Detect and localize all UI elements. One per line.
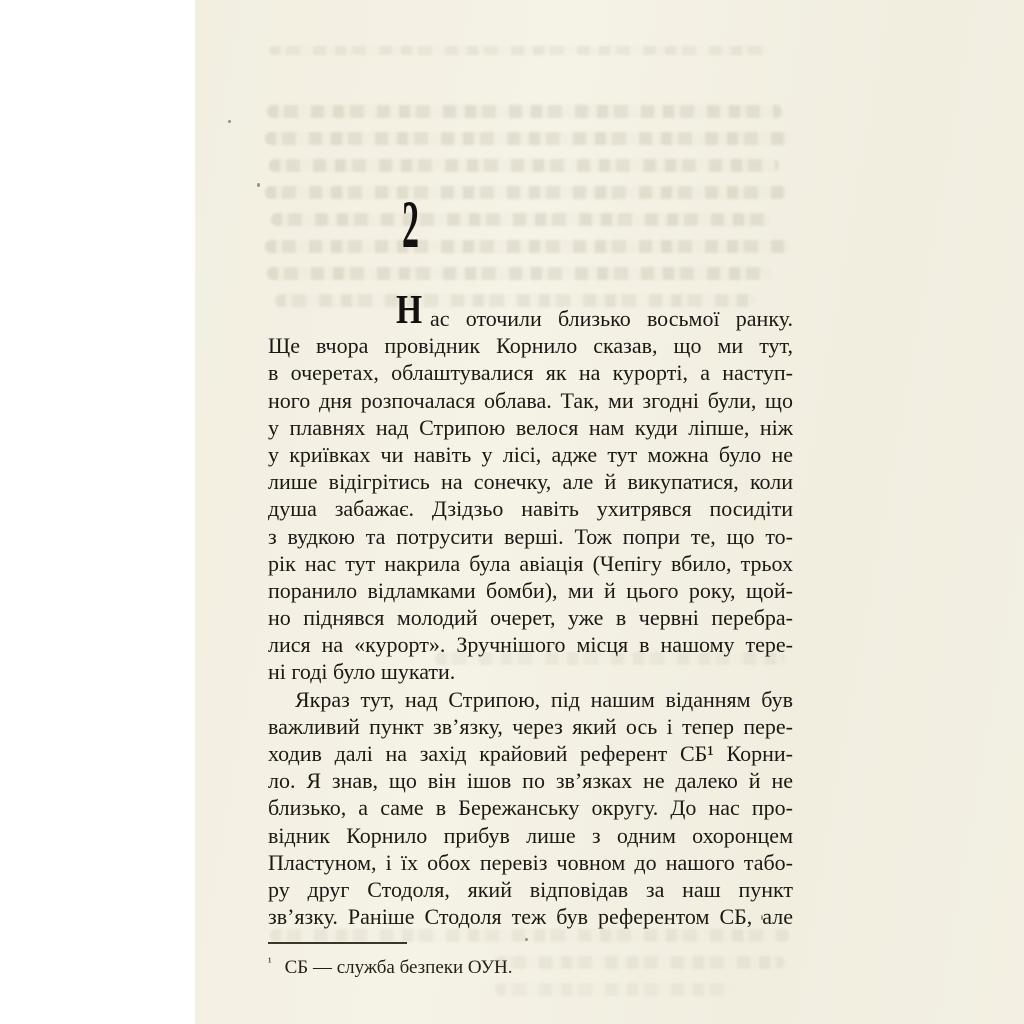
body-line: ходив далі на захід крайовий референт СБ¹ Корни- <box>268 741 793 766</box>
scan-speck <box>228 120 231 123</box>
body-line: ні годі було шукати. <box>268 659 456 685</box>
body-line: зв’язку. Раніше Стодоля теж був референтом СБ, але <box>268 904 793 930</box>
bleedthrough-line <box>265 186 787 199</box>
body-line: лише відігрітись на сонечку, але й викупатися, коли <box>268 469 793 495</box>
chapter-number: 2 <box>402 186 419 262</box>
body-line-text: ас оточили близько восьмої ранку. <box>430 306 793 331</box>
body-text-block <box>268 286 793 930</box>
bleedthrough-line <box>267 267 772 280</box>
footnote-separator <box>268 942 407 944</box>
bleedthrough-line <box>265 240 790 253</box>
bleedthrough-line <box>271 213 771 226</box>
bleedthrough-line <box>267 105 782 118</box>
body-line: но піднявся молодий очерет, уже в червні перебра- <box>268 605 793 631</box>
body-line: поранило відламками бомби), ми й цього року, щой- <box>268 577 793 603</box>
footnote-marker: ¹ <box>268 955 272 969</box>
bleedthrough-line <box>495 956 785 969</box>
body-line: з вудкою та потрусити верші. Тож попри те, що то- <box>268 523 793 549</box>
footnote <box>268 950 513 980</box>
scan-speck <box>257 183 260 187</box>
bleedthrough-line <box>269 46 769 55</box>
body-line: ло. Я знав, що він ішов по зв’язках не далеко й не <box>268 768 793 794</box>
body-line: у плавнях над Стрипою велося нам куди ліпше, ніж <box>268 414 793 440</box>
body-line: у криївках чи навіть у лісі, адже тут можна було не <box>268 441 793 467</box>
bleedthrough-line <box>495 983 735 996</box>
body-line: в очеретах, облаштувалися як на курорті, а наступ- <box>268 360 793 386</box>
body-line: Пластуном, і їх обох перевіз човном до нашого табо- <box>268 849 793 875</box>
body-line: рік нас тут накрила була авіація (Чепігу вбило, трьох <box>268 550 793 576</box>
raised-initial-cap: Н <box>396 286 423 332</box>
body-line: ру друг Стодоля, який відповідав за наш пункт <box>268 876 793 902</box>
body-line: ного дня розпочалася облава. Так, ми згодні були, що <box>268 387 793 413</box>
body-line: близько, а саме в Бережанську округу. До нас про- <box>268 795 793 821</box>
body-line: Якраз тут, над Стрипою, під нашим віданням був <box>295 686 793 712</box>
footnote-text: СБ — служба безпеки ОУН. <box>284 957 513 978</box>
bleedthrough-line <box>269 159 779 172</box>
body-line: лися на «курорт». Зручнішого місця в нашому тере- <box>268 632 793 658</box>
body-line: відник Корнило прибув лише з одним охоронцем <box>268 822 793 848</box>
body-line <box>268 286 793 332</box>
body-line: Ще вчора провідник Корнило сказав, що ми тут, <box>268 333 793 359</box>
book-page-scan <box>195 0 1024 1024</box>
body-line: душа забажає. Дзідзьо навіть ухитрявся посидіти <box>268 496 793 522</box>
body-line: важливий пункт зв’язку, через який ось і тепер пере- <box>268 713 793 739</box>
bleedthrough-line <box>265 132 790 145</box>
